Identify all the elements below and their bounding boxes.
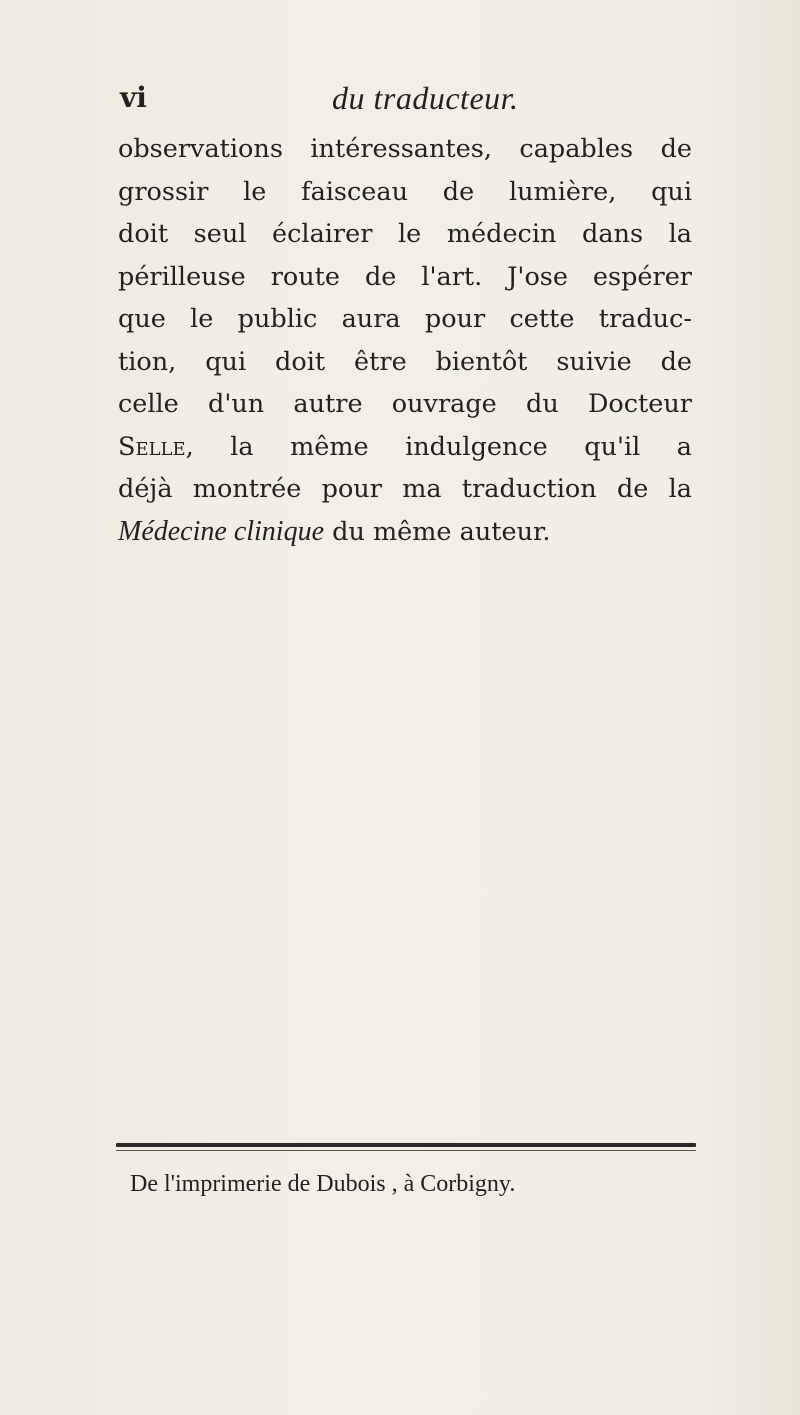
running-title: du traducteur. bbox=[332, 80, 519, 116]
author-name: Selle bbox=[118, 431, 186, 462]
page-number: vi bbox=[120, 81, 147, 114]
text-line: celle d'un autre ouvrage du Docteur bbox=[118, 389, 692, 419]
text-line bbox=[118, 426, 692, 469]
text-segment: du même auteur. bbox=[324, 516, 551, 547]
text-line: périlleuse route de l'art. J'ose espérer bbox=[118, 261, 692, 292]
text-segment: , la même indulgence qu'il a bbox=[185, 431, 692, 462]
text-line: observations intéressantes, capables de bbox=[118, 134, 692, 164]
footer-rule-thin bbox=[116, 1150, 696, 1151]
text-line: grossir le faisceau de lumière, qui bbox=[118, 176, 692, 207]
page-header bbox=[120, 78, 680, 118]
printer-imprint: De l'imprimerie de Dubois , à Corbigny. bbox=[130, 1171, 516, 1197]
book-title: Médecine clinique bbox=[118, 515, 325, 547]
text-line: déjà montrée pour ma traduction de la bbox=[118, 474, 692, 504]
text-line: doit seul éclairer le médecin dans la bbox=[118, 219, 692, 249]
text-line: que le public aura pour cette traduc- bbox=[118, 304, 692, 334]
footer-rule bbox=[116, 1143, 696, 1147]
text-line bbox=[118, 511, 692, 554]
body-text bbox=[118, 128, 692, 553]
text-line: tion, qui doit être bientôt suivie de bbox=[118, 346, 692, 377]
